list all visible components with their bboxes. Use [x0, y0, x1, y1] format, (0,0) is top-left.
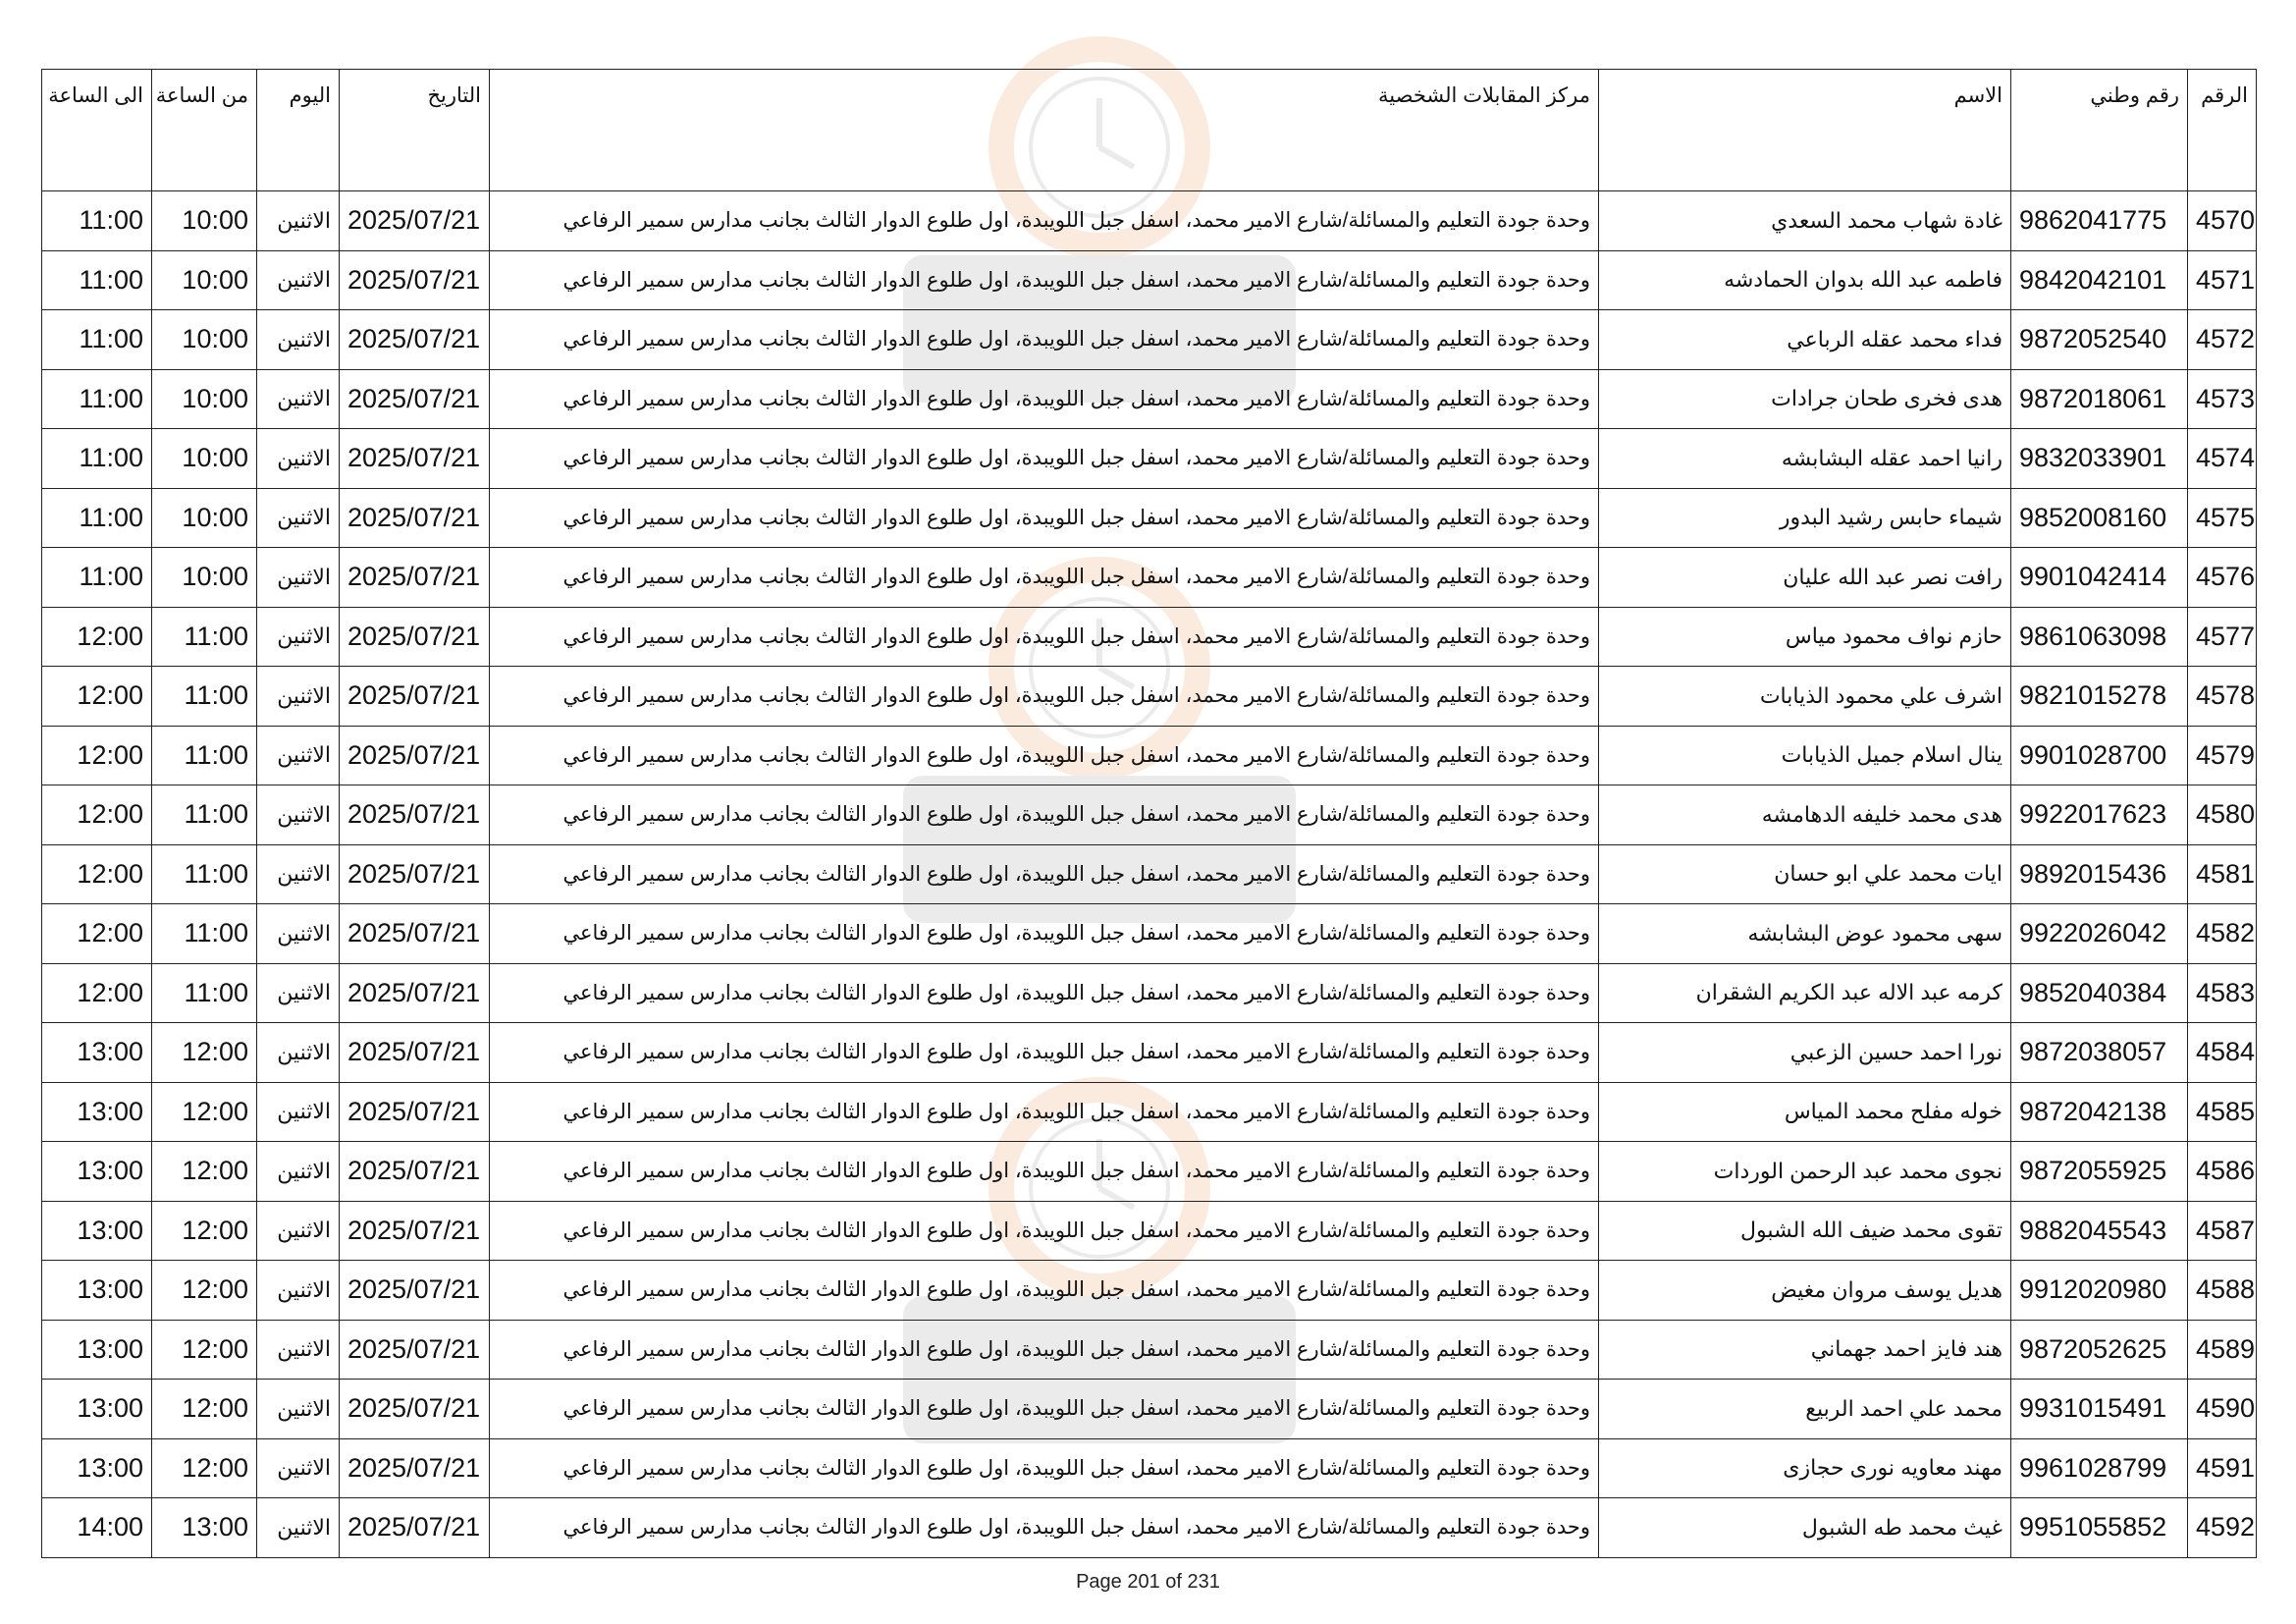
- cell-center: وحدة جودة التعليم والمسائلة/شارع الامير محمد، اسفل جبل اللويبدة، اول طلوع الدوار الثالث بجانب مدارس سمير الرفاعي: [490, 250, 1599, 310]
- cell-name: تقوى محمد ضيف الله الشبول: [1599, 1201, 2011, 1261]
- cell-to: 14:00: [42, 1498, 152, 1558]
- cell-national-id: 9832033901: [2011, 429, 2188, 489]
- header-center: مركز المقابلات الشخصية: [490, 70, 1599, 191]
- cell-national-id: 9931015491: [2011, 1380, 2188, 1439]
- cell-name: اشرف علي محمود الذيابات: [1599, 667, 2011, 727]
- table-row: [42, 785, 2257, 845]
- cell-national-id: 9922017623: [2011, 785, 2188, 845]
- cell-date: 2025/07/21: [340, 429, 490, 489]
- cell-date: 2025/07/21: [340, 369, 490, 429]
- cell-center: وحدة جودة التعليم والمسائلة/شارع الامير محمد، اسفل جبل اللويبدة، اول طلوع الدوار الثالث بجانب مدارس سمير الرفاعي: [490, 904, 1599, 964]
- cell-num: 4573: [2188, 369, 2257, 429]
- cell-name: فاطمه عبد الله بدوان الحمادشه: [1599, 250, 2011, 310]
- cell-num: 4583: [2188, 963, 2257, 1023]
- cell-national-id: 9872038057: [2011, 1023, 2188, 1083]
- cell-date: 2025/07/21: [340, 1082, 490, 1142]
- cell-national-id: 9821015278: [2011, 667, 2188, 727]
- cell-center: وحدة جودة التعليم والمسائلة/شارع الامير محمد، اسفل جبل اللويبدة، اول طلوع الدوار الثالث بجانب مدارس سمير الرفاعي: [490, 1438, 1599, 1498]
- cell-date: 2025/07/21: [340, 844, 490, 904]
- cell-center: وحدة جودة التعليم والمسائلة/شارع الامير محمد، اسفل جبل اللويبدة، اول طلوع الدوار الثالث بجانب مدارس سمير الرفاعي: [490, 1261, 1599, 1321]
- cell-name: هدى فخرى طحان جرادات: [1599, 369, 2011, 429]
- cell-num: 4576: [2188, 548, 2257, 608]
- cell-name: هدى محمد خليفه الدهامشه: [1599, 785, 2011, 845]
- cell-from: 12:00: [152, 1438, 257, 1498]
- cell-to: 11:00: [42, 488, 152, 548]
- cell-date: 2025/07/21: [340, 1023, 490, 1083]
- cell-national-id: 9951055852: [2011, 1498, 2188, 1558]
- cell-to: 13:00: [42, 1320, 152, 1380]
- cell-center: وحدة جودة التعليم والمسائلة/شارع الامير محمد، اسفل جبل اللويبدة، اول طلوع الدوار الثالث بجانب مدارس سمير الرفاعي: [490, 1142, 1599, 1202]
- cell-national-id: 9901028700: [2011, 726, 2188, 785]
- cell-num: 4580: [2188, 785, 2257, 845]
- cell-center: وحدة جودة التعليم والمسائلة/شارع الامير محمد، اسفل جبل اللويبدة، اول طلوع الدوار الثالث بجانب مدارس سمير الرفاعي: [490, 667, 1599, 727]
- cell-from: 11:00: [152, 844, 257, 904]
- table-row: [42, 726, 2257, 785]
- cell-date: 2025/07/21: [340, 1438, 490, 1498]
- cell-date: 2025/07/21: [340, 667, 490, 727]
- cell-to: 12:00: [42, 667, 152, 727]
- cell-to: 11:00: [42, 191, 152, 251]
- cell-day: الاثنين: [257, 963, 340, 1023]
- cell-from: 12:00: [152, 1082, 257, 1142]
- cell-date: 2025/07/21: [340, 310, 490, 370]
- table-row: [42, 667, 2257, 727]
- cell-day: الاثنين: [257, 607, 340, 667]
- header-to: الى الساعة: [42, 70, 152, 191]
- table-row: [42, 1201, 2257, 1261]
- cell-name: هديل يوسف مروان مغيض: [1599, 1261, 2011, 1321]
- table-row: [42, 607, 2257, 667]
- cell-num: 4590: [2188, 1380, 2257, 1439]
- cell-day: الاثنين: [257, 1142, 340, 1202]
- cell-center: وحدة جودة التعليم والمسائلة/شارع الامير محمد، اسفل جبل اللويبدة، اول طلوع الدوار الثالث بجانب مدارس سمير الرفاعي: [490, 726, 1599, 785]
- cell-national-id: 9922026042: [2011, 904, 2188, 964]
- table-row: [42, 904, 2257, 964]
- cell-from: 10:00: [152, 429, 257, 489]
- cell-date: 2025/07/21: [340, 607, 490, 667]
- table-row: [42, 1261, 2257, 1321]
- cell-center: وحدة جودة التعليم والمسائلة/شارع الامير محمد، اسفل جبل اللويبدة، اول طلوع الدوار الثالث بجانب مدارس سمير الرفاعي: [490, 1320, 1599, 1380]
- cell-num: 4588: [2188, 1261, 2257, 1321]
- cell-num: 4589: [2188, 1320, 2257, 1380]
- table-row: [42, 1438, 2257, 1498]
- cell-to: 11:00: [42, 369, 152, 429]
- cell-num: 4575: [2188, 488, 2257, 548]
- table-row: [42, 548, 2257, 608]
- table-row: [42, 369, 2257, 429]
- cell-date: 2025/07/21: [340, 191, 490, 251]
- cell-national-id: 9862041775: [2011, 191, 2188, 251]
- header-national-id: رقم وطني: [2011, 70, 2188, 191]
- cell-center: وحدة جودة التعليم والمسائلة/شارع الامير محمد، اسفل جبل اللويبدة، اول طلوع الدوار الثالث بجانب مدارس سمير الرفاعي: [490, 191, 1599, 251]
- cell-center: وحدة جودة التعليم والمسائلة/شارع الامير محمد، اسفل جبل اللويبدة، اول طلوع الدوار الثالث بجانب مدارس سمير الرفاعي: [490, 488, 1599, 548]
- cell-date: 2025/07/21: [340, 488, 490, 548]
- cell-num: 4579: [2188, 726, 2257, 785]
- cell-from: 10:00: [152, 310, 257, 370]
- cell-date: 2025/07/21: [340, 726, 490, 785]
- cell-num: 4591: [2188, 1438, 2257, 1498]
- cell-name: نجوى محمد عبد الرحمن الوردات: [1599, 1142, 2011, 1202]
- cell-to: 12:00: [42, 963, 152, 1023]
- table-row: [42, 488, 2257, 548]
- cell-day: الاثنين: [257, 1498, 340, 1558]
- cell-date: 2025/07/21: [340, 1142, 490, 1202]
- table-row: [42, 1380, 2257, 1439]
- cell-name: ايات محمد علي ابو حسان: [1599, 844, 2011, 904]
- cell-national-id: 9872018061: [2011, 369, 2188, 429]
- cell-national-id: 9861063098: [2011, 607, 2188, 667]
- cell-from: 12:00: [152, 1261, 257, 1321]
- cell-center: وحدة جودة التعليم والمسائلة/شارع الامير محمد، اسفل جبل اللويبدة، اول طلوع الدوار الثالث بجانب مدارس سمير الرفاعي: [490, 1380, 1599, 1439]
- cell-to: 12:00: [42, 904, 152, 964]
- cell-center: وحدة جودة التعليم والمسائلة/شارع الامير محمد، اسفل جبل اللويبدة، اول طلوع الدوار الثالث بجانب مدارس سمير الرفاعي: [490, 963, 1599, 1023]
- cell-national-id: 9872052540: [2011, 310, 2188, 370]
- cell-national-id: 9852008160: [2011, 488, 2188, 548]
- cell-national-id: 9872055925: [2011, 1142, 2188, 1202]
- cell-center: وحدة جودة التعليم والمسائلة/شارع الامير محمد، اسفل جبل اللويبدة، اول طلوع الدوار الثالث بجانب مدارس سمير الرفاعي: [490, 548, 1599, 608]
- header-date: التاريخ: [340, 70, 490, 191]
- cell-day: الاثنين: [257, 250, 340, 310]
- cell-num: 4577: [2188, 607, 2257, 667]
- table-row: [42, 844, 2257, 904]
- cell-from: 12:00: [152, 1023, 257, 1083]
- cell-from: 11:00: [152, 607, 257, 667]
- cell-center: وحدة جودة التعليم والمسائلة/شارع الامير محمد، اسفل جبل اللويبدة، اول طلوع الدوار الثالث بجانب مدارس سمير الرفاعي: [490, 607, 1599, 667]
- cell-from: 10:00: [152, 369, 257, 429]
- cell-from: 12:00: [152, 1201, 257, 1261]
- cell-to: 13:00: [42, 1380, 152, 1439]
- cell-day: الاثنين: [257, 726, 340, 785]
- cell-national-id: 9912020980: [2011, 1261, 2188, 1321]
- cell-center: وحدة جودة التعليم والمسائلة/شارع الامير محمد، اسفل جبل اللويبدة، اول طلوع الدوار الثالث بجانب مدارس سمير الرفاعي: [490, 785, 1599, 845]
- cell-day: الاثنين: [257, 191, 340, 251]
- cell-day: الاثنين: [257, 310, 340, 370]
- cell-from: 10:00: [152, 548, 257, 608]
- table-row: [42, 429, 2257, 489]
- header-from: من الساعة: [152, 70, 257, 191]
- cell-day: الاثنين: [257, 785, 340, 845]
- cell-from: 11:00: [152, 726, 257, 785]
- cell-to: 12:00: [42, 844, 152, 904]
- table-row: [42, 1082, 2257, 1142]
- table-header-row: [42, 70, 2257, 191]
- cell-from: 10:00: [152, 191, 257, 251]
- cell-num: 4574: [2188, 429, 2257, 489]
- cell-to: 13:00: [42, 1023, 152, 1083]
- header-day: اليوم: [257, 70, 340, 191]
- cell-to: 11:00: [42, 548, 152, 608]
- cell-num: 4592: [2188, 1498, 2257, 1558]
- cell-from: 11:00: [152, 963, 257, 1023]
- table-row: [42, 1320, 2257, 1380]
- table-row: [42, 1023, 2257, 1083]
- cell-from: 10:00: [152, 488, 257, 548]
- cell-to: 12:00: [42, 785, 152, 845]
- cell-from: 12:00: [152, 1142, 257, 1202]
- cell-to: 11:00: [42, 310, 152, 370]
- cell-day: الاثنين: [257, 904, 340, 964]
- cell-to: 11:00: [42, 429, 152, 489]
- cell-day: الاثنين: [257, 369, 340, 429]
- cell-date: 2025/07/21: [340, 1320, 490, 1380]
- cell-to: 13:00: [42, 1201, 152, 1261]
- cell-day: الاثنين: [257, 1023, 340, 1083]
- page-footer: Page 201 of 231: [1076, 1571, 1220, 1593]
- cell-date: 2025/07/21: [340, 1498, 490, 1558]
- cell-date: 2025/07/21: [340, 1380, 490, 1439]
- cell-national-id: 9882045543: [2011, 1201, 2188, 1261]
- cell-from: 11:00: [152, 904, 257, 964]
- cell-national-id: 9872042138: [2011, 1082, 2188, 1142]
- cell-center: وحدة جودة التعليم والمسائلة/شارع الامير محمد، اسفل جبل اللويبدة، اول طلوع الدوار الثالث بجانب مدارس سمير الرفاعي: [490, 310, 1599, 370]
- cell-name: شيماء حابس رشيد البدور: [1599, 488, 2011, 548]
- cell-name: فداء محمد عقله الرباعي: [1599, 310, 2011, 370]
- cell-num: 4571: [2188, 250, 2257, 310]
- cell-day: الاثنين: [257, 1201, 340, 1261]
- cell-from: 13:00: [152, 1498, 257, 1558]
- interview-schedule-table: [41, 69, 2257, 1558]
- cell-day: الاثنين: [257, 488, 340, 548]
- cell-name: ينال اسلام جميل الذيابات: [1599, 726, 2011, 785]
- cell-name: هند فايز احمد جهماني: [1599, 1320, 2011, 1380]
- header-num: الرقم: [2188, 70, 2257, 191]
- cell-to: 13:00: [42, 1438, 152, 1498]
- cell-day: الاثنين: [257, 667, 340, 727]
- cell-num: 4582: [2188, 904, 2257, 964]
- cell-from: 10:00: [152, 250, 257, 310]
- cell-name: سهى محمود عوض البشابشه: [1599, 904, 2011, 964]
- cell-num: 4572: [2188, 310, 2257, 370]
- cell-day: الاثنين: [257, 1380, 340, 1439]
- cell-to: 13:00: [42, 1142, 152, 1202]
- table-row: [42, 250, 2257, 310]
- cell-center: وحدة جودة التعليم والمسائلة/شارع الامير محمد، اسفل جبل اللويبدة، اول طلوع الدوار الثالث بجانب مدارس سمير الرفاعي: [490, 1023, 1599, 1083]
- cell-to: 11:00: [42, 250, 152, 310]
- cell-date: 2025/07/21: [340, 963, 490, 1023]
- cell-national-id: 9901042414: [2011, 548, 2188, 608]
- cell-date: 2025/07/21: [340, 904, 490, 964]
- cell-center: وحدة جودة التعليم والمسائلة/شارع الامير محمد، اسفل جبل اللويبدة، اول طلوع الدوار الثالث بجانب مدارس سمير الرفاعي: [490, 844, 1599, 904]
- cell-date: 2025/07/21: [340, 250, 490, 310]
- cell-national-id: 9961028799: [2011, 1438, 2188, 1498]
- cell-num: 4570: [2188, 191, 2257, 251]
- cell-national-id: 9872052625: [2011, 1320, 2188, 1380]
- table-row: [42, 1142, 2257, 1202]
- cell-num: 4578: [2188, 667, 2257, 727]
- cell-name: خوله مفلح محمد المياس: [1599, 1082, 2011, 1142]
- cell-center: وحدة جودة التعليم والمسائلة/شارع الامير محمد، اسفل جبل اللويبدة، اول طلوع الدوار الثالث بجانب مدارس سمير الرفاعي: [490, 369, 1599, 429]
- cell-num: 4584: [2188, 1023, 2257, 1083]
- cell-center: وحدة جودة التعليم والمسائلة/شارع الامير محمد، اسفل جبل اللويبدة، اول طلوع الدوار الثالث بجانب مدارس سمير الرفاعي: [490, 1082, 1599, 1142]
- cell-national-id: 9842042101: [2011, 250, 2188, 310]
- cell-center: وحدة جودة التعليم والمسائلة/شارع الامير محمد، اسفل جبل اللويبدة، اول طلوع الدوار الثالث بجانب مدارس سمير الرفاعي: [490, 429, 1599, 489]
- cell-date: 2025/07/21: [340, 1201, 490, 1261]
- cell-date: 2025/07/21: [340, 548, 490, 608]
- table-row: [42, 1498, 2257, 1558]
- table-row: [42, 310, 2257, 370]
- table-row: [42, 963, 2257, 1023]
- table-row: [42, 191, 2257, 251]
- cell-name: غادة شهاب محمد السعدي: [1599, 191, 2011, 251]
- cell-to: 13:00: [42, 1082, 152, 1142]
- cell-name: نورا احمد حسين الزعبي: [1599, 1023, 2011, 1083]
- cell-center: وحدة جودة التعليم والمسائلة/شارع الامير محمد، اسفل جبل اللويبدة، اول طلوع الدوار الثالث بجانب مدارس سمير الرفاعي: [490, 1201, 1599, 1261]
- cell-to: 12:00: [42, 726, 152, 785]
- cell-day: الاثنين: [257, 429, 340, 489]
- cell-name: محمد علي احمد الربيع: [1599, 1380, 2011, 1439]
- cell-center: وحدة جودة التعليم والمسائلة/شارع الامير محمد، اسفل جبل اللويبدة، اول طلوع الدوار الثالث بجانب مدارس سمير الرفاعي: [490, 1498, 1599, 1558]
- cell-day: الاثنين: [257, 1082, 340, 1142]
- cell-from: 11:00: [152, 667, 257, 727]
- header-name: الاسم: [1599, 70, 2011, 191]
- cell-day: الاثنين: [257, 1438, 340, 1498]
- cell-from: 12:00: [152, 1380, 257, 1439]
- cell-to: 12:00: [42, 607, 152, 667]
- cell-name: حازم نواف محمود مياس: [1599, 607, 2011, 667]
- cell-name: غيث محمد طه الشبول: [1599, 1498, 2011, 1558]
- cell-day: الاثنين: [257, 844, 340, 904]
- cell-name: رانيا احمد عقله البشابشه: [1599, 429, 2011, 489]
- cell-name: كرمه عبد الاله عبد الكريم الشقران: [1599, 963, 2011, 1023]
- cell-day: الاثنين: [257, 548, 340, 608]
- cell-date: 2025/07/21: [340, 1261, 490, 1321]
- cell-num: 4581: [2188, 844, 2257, 904]
- cell-national-id: 9892015436: [2011, 844, 2188, 904]
- cell-num: 4585: [2188, 1082, 2257, 1142]
- cell-day: الاثنين: [257, 1320, 340, 1380]
- cell-name: مهند معاويه نورى حجازى: [1599, 1438, 2011, 1498]
- cell-num: 4587: [2188, 1201, 2257, 1261]
- cell-date: 2025/07/21: [340, 785, 490, 845]
- cell-national-id: 9852040384: [2011, 963, 2188, 1023]
- cell-name: رافت نصر عبد الله عليان: [1599, 548, 2011, 608]
- cell-from: 12:00: [152, 1320, 257, 1380]
- cell-from: 11:00: [152, 785, 257, 845]
- cell-day: الاثنين: [257, 1261, 340, 1321]
- cell-to: 13:00: [42, 1261, 152, 1321]
- table-body: [42, 191, 2257, 1558]
- cell-num: 4586: [2188, 1142, 2257, 1202]
